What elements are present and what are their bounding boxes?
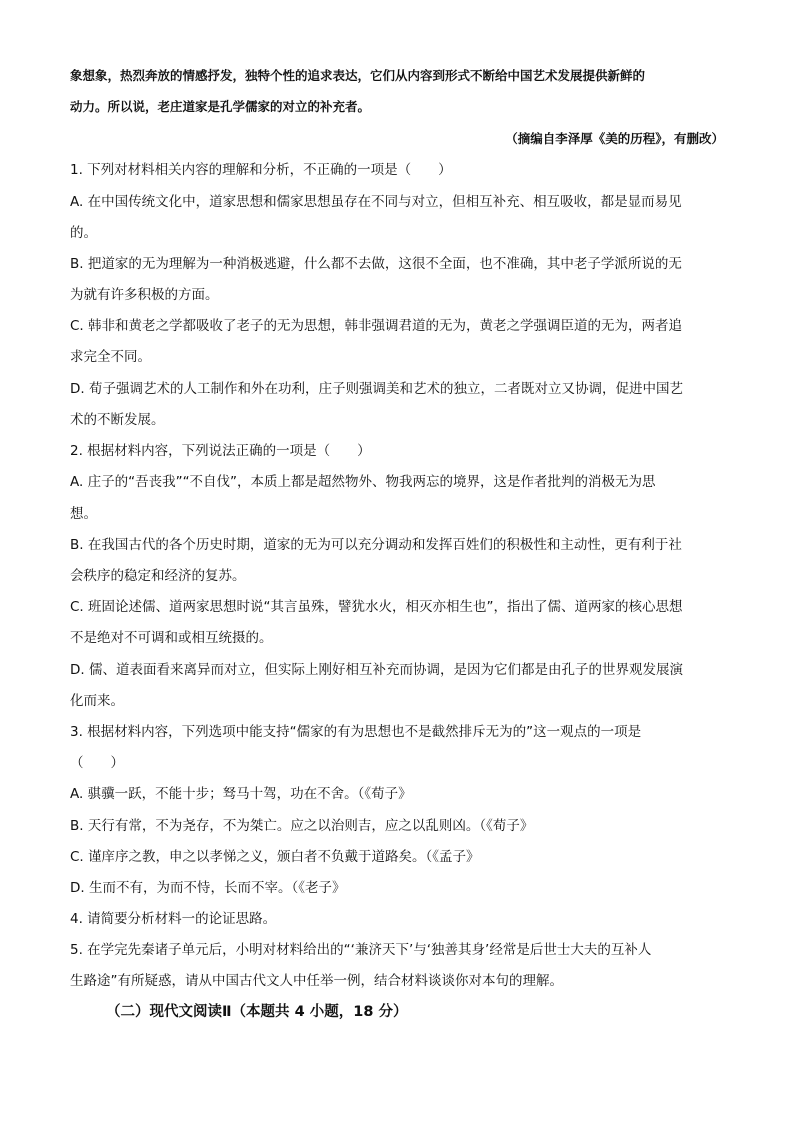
section-heading: （二）现代文阅读Ⅱ（本题共 4 小题，18 分） (106, 1004, 408, 1020)
question-1-option-a: A. 在中国传统文化中，道家思想和儒家思想虽存在不同与对立，但相互补充、相互吸收，都是显而易见 (70, 194, 682, 210)
question-3-stem-cont: （ ） (70, 755, 124, 771)
question-1-option-d-cont: 术的不断发展。 (70, 412, 165, 428)
passage-source: （摘编自李泽厚《美的历程》，有删改） (505, 131, 724, 146)
question-1-option-b: B. 把道家的无为理解为一种消极逃避，什么都不去做，这很不全面，也不准确，其中老子学派所说的无 (70, 256, 682, 272)
passage-line-1: 象想象，热烈奔放的情感抒发，独特个性的追求表达，它们从内容到形式不断给中国艺术发展提供新鲜的 (70, 68, 646, 83)
question-3-option-c: C. 谨庠序之教，申之以孝悌之义，颁白者不负戴于道路矣。（《孟子》 (70, 849, 480, 865)
question-1-option-c-cont: 求完全不同。 (70, 349, 151, 365)
question-2-option-b-cont: 会秩序的稳定和经济的复苏。 (70, 568, 246, 584)
question-2-option-b: B. 在我国古代的各个历史时期，道家的无为可以充分调动和发挥百姓们的积极性和主动性，更有利于社 (70, 537, 682, 553)
question-1-option-a-cont: 的。 (70, 225, 97, 241)
question-1-option-b-cont: 为就有许多积极的方面。 (70, 287, 219, 303)
question-2-option-a: A. 庄子的“吾丧我”“不自伐”，本质上都是超然物外、物我两忘的境界，这是作者批判的消极无为思 (70, 474, 656, 490)
question-1-stem: 1. 下列对材料相关内容的理解和分析，不正确的一项是（ ） (70, 162, 452, 178)
question-5-stem: 5. 在学完先秦诸子单元后，小明对材料给出的“‘兼济天下’与‘独善其身’经常是后世士大夫的互补人 (70, 942, 652, 958)
question-2-option-c: C. 班固论述儒、道两家思想时说“其言虽殊，譬犹水火，相灭亦相生也”，指出了儒、道两家的核心思想 (70, 599, 683, 615)
question-4-stem: 4. 请简要分析材料一的论证思路。 (70, 911, 277, 927)
question-3-option-a: A. 骐骥一跃，不能十步；驽马十驾，功在不舍。（《荀子》 (70, 786, 412, 802)
question-3-option-b: B. 天行有常，不为尧存，不为桀亡。应之以治则吉，应之以乱则凶。（《荀子》 (70, 818, 534, 834)
question-2-option-a-cont: 想。 (70, 506, 97, 522)
question-5-stem-cont: 生路途”有所疑惑，请从中国古代文人中任举一例，结合材料谈谈你对本句的理解。 (70, 973, 563, 989)
question-1-option-d: D. 荀子强调艺术的人工制作和外在功利，庄子则强调美和艺术的独立，二者既对立又协调，促进中国艺 (70, 381, 683, 397)
question-1-option-c: C. 韩非和黄老之学都吸收了老子的无为思想，韩非强调君道的无为，黄老之学强调臣道的无为，两者追 (70, 318, 683, 334)
passage-line-2: 动力。所以说，老庄道家是孔学儒家的对立的补充者。 (70, 99, 371, 114)
question-2-stem: 2. 根据材料内容，下列说法正确的一项是（ ） (70, 443, 371, 459)
question-2-option-d-cont: 化而来。 (70, 693, 124, 709)
question-2-option-c-cont: 不是绝对不可调和或相互统摄的。 (70, 630, 273, 646)
question-2-option-d: D. 儒、道表面看来离异而对立，但实际上刚好相互补充而协调，是因为它们都是由孔子的世界观发展演 (70, 662, 683, 678)
question-3-stem: 3. 根据材料内容，下列选项中能支持“儒家的有为思想也不是截然排斥无为的”这一观点的一项是 (70, 724, 642, 740)
question-3-option-d: D. 生而不有，为而不恃，长而不宰。（《老子》 (70, 880, 346, 896)
